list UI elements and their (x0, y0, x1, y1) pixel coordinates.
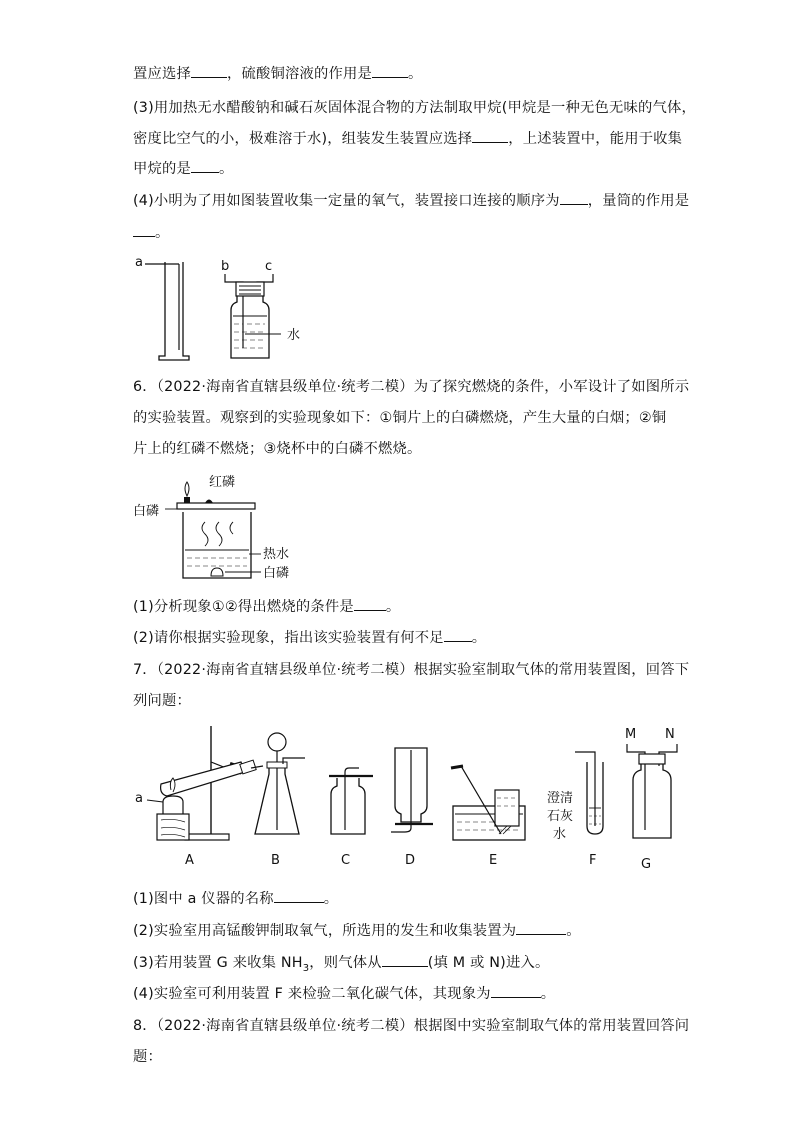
collecting-bottle (495, 790, 519, 826)
label-red-phosphorus: 红磷 (209, 475, 236, 490)
stopper (267, 762, 287, 768)
label-G: G (641, 857, 652, 872)
stand-base (185, 834, 229, 840)
rubber-tube (451, 766, 463, 768)
label-water: 水 (287, 328, 301, 343)
answer-blank (191, 63, 227, 78)
answer-blank (560, 190, 588, 205)
white-phosphorus-bottom (211, 568, 223, 576)
white-phosphorus-top (184, 497, 190, 503)
water-hatching (187, 558, 247, 566)
label-limewater-2: 石灰 (547, 809, 574, 824)
answer-blank (516, 920, 566, 935)
apparatus-E (451, 766, 525, 868)
q7-line-1: 7．（2022·海南省直辖县级单位·统考二模）根据实验室制取气体的常用装置图，回答下 (133, 662, 690, 678)
q6-line-2: 的实验装置。观察到的实验现象如下：①铜片上的白磷燃烧，产生大量的白烟；②铜 (133, 410, 667, 426)
label-C: C (341, 853, 351, 868)
label-c: c (265, 259, 273, 274)
apparatus-C (329, 768, 373, 868)
label-D: D (405, 853, 416, 868)
q5-part3-line-3: 甲烷的是 。 (133, 158, 673, 180)
pointer-a (147, 800, 163, 802)
gas-bottle (633, 764, 671, 838)
label-limewater-1: 澄清 (547, 791, 574, 806)
steam (202, 522, 233, 546)
combustion-figure (133, 470, 293, 585)
q7-sub-1: (1)图中 a 仪器的名称 。 (133, 888, 673, 910)
apparatus-figure (133, 722, 693, 872)
answer-blank (191, 158, 219, 173)
label-B: B (271, 853, 280, 868)
q6-sub-2: (2)请你根据实验现象，指出该实验装置有何不足 。 (133, 627, 673, 649)
apparatus-D (391, 748, 433, 868)
label-N: N (665, 727, 675, 742)
label-M: M (625, 727, 637, 742)
q6-line-3: 片上的红磷不燃烧；③烧杯中的白磷不燃烧。 (133, 441, 422, 457)
q5-line-1: 置应选择 ，硫酸铜溶液的作用是 。 (133, 63, 673, 85)
graduated-cylinder (159, 262, 189, 360)
cylinder-bottle-figure (133, 250, 313, 365)
q6-line-1: 6．（2022·海南省直辖县级单位·统考二模）为了探究燃烧的条件，小军设计了如图所示 (133, 379, 690, 395)
answer-blank (382, 952, 428, 967)
delivery-tube (345, 768, 359, 830)
label-A: A (185, 853, 194, 868)
label-a: a (135, 255, 143, 270)
flame-icon (170, 778, 175, 792)
q5-part4-line-2: 。 (133, 222, 673, 244)
label-limewater-3: 水 (553, 827, 567, 842)
q7-sub-2: (2)实验室用高锰酸钾制取氧气，所选用的发生和收集装置为 。 (133, 920, 673, 942)
label-white-phosphorus-top: 白磷 (133, 504, 160, 519)
wooden-block (157, 814, 189, 840)
funnel-bulb (268, 733, 286, 751)
q7-sub-3: (3)若用装置 G 来收集 $NH_3$，则气体从 (填 M 或 N)进入。 (133, 952, 673, 980)
answer-blank (491, 983, 541, 998)
q8-line-2: 题： (133, 1049, 162, 1065)
answer-blank (354, 596, 386, 611)
water-hatching (234, 324, 265, 348)
stopper (639, 754, 665, 764)
answer-blank (372, 63, 408, 78)
q7-line-2: 列问题： (133, 693, 191, 709)
apparatus-G (625, 727, 677, 872)
answer-blank (133, 222, 155, 237)
answer-blank (472, 128, 508, 143)
label-E: E (489, 853, 498, 868)
label-white-phosphorus-bottom: 白磷 (263, 566, 290, 581)
gas-bottle (231, 296, 269, 358)
apparatus-F (547, 752, 603, 868)
q8-line-1: 8．（2022·海南省直辖县级单位·统考二模）根据图中实验室制取气体的常用装置回答问 (133, 1018, 690, 1034)
label-a: a (135, 791, 143, 806)
copper-plate (177, 503, 255, 509)
apparatus-A (135, 726, 263, 868)
q6-sub-1: (1)分析现象①②得出燃烧的条件是 。 (133, 596, 673, 618)
q5-part4-line-1: (4)小明为了用如图装置收集一定量的氧气，装置接口连接的顺序为 ，量筒的作用是 (133, 190, 673, 212)
label-hot-water: 热水 (263, 547, 290, 562)
alcohol-lamp (163, 796, 183, 814)
answer-blank (274, 888, 324, 903)
flame-icon (185, 482, 189, 496)
q5-part3-line-2: 密度比空气的小，极难溶于水)，组装发生装置应选择 ，上述装置中，能用于收集 (133, 128, 673, 150)
answer-blank (444, 627, 472, 642)
label-b: b (221, 259, 230, 274)
apparatus-B (255, 733, 305, 868)
q7-sub-4: (4)实验室可利用装置 F 来检验二氧化碳气体，其现象为 。 (133, 983, 673, 1005)
label-F: F (589, 853, 597, 868)
gas-jar (331, 778, 365, 834)
q5-part3-line-1: (3)用加热无水醋酸钠和碱石灰固体混合物的方法制取甲烷(甲烷是一种无色无味的气体， (133, 100, 697, 116)
